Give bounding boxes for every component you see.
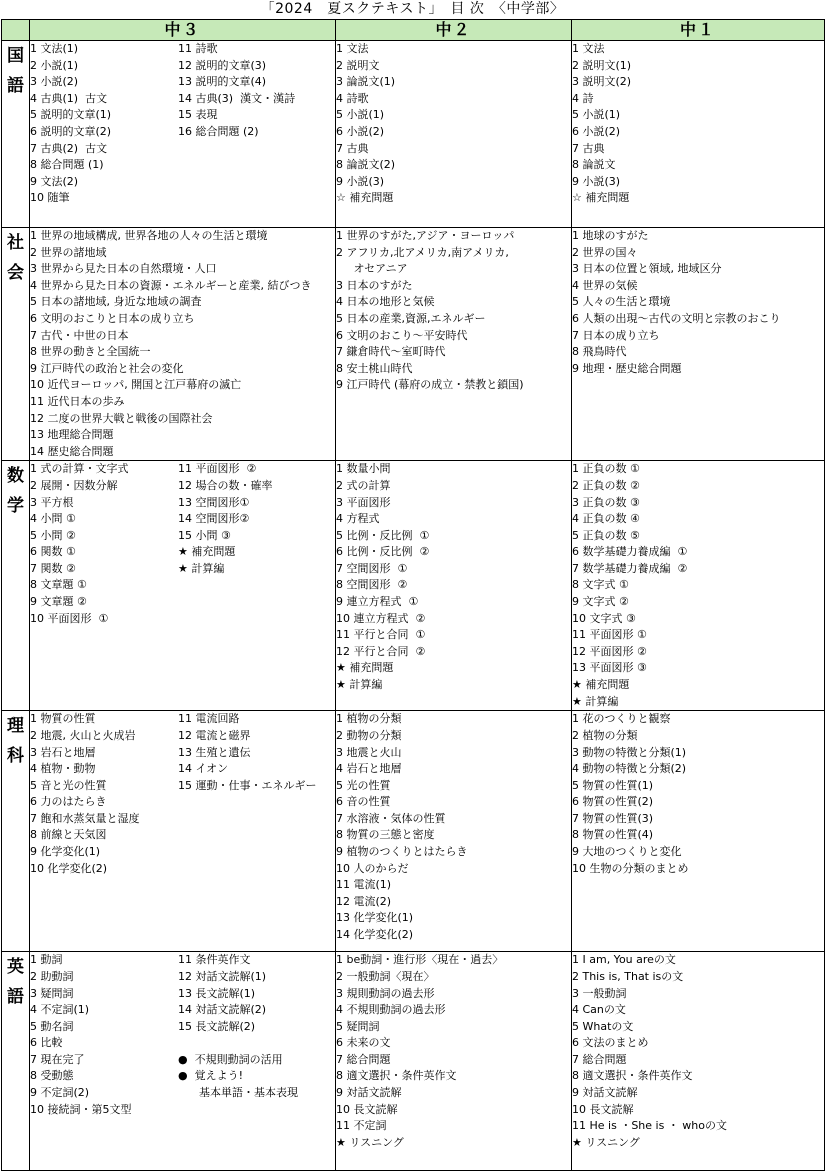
toc-item: 11 He is ・She is ・ whoの文 — [572, 1119, 728, 1133]
toc-item: ☆ 補充問題 — [572, 191, 630, 205]
toc-item: 5 人々の生活と環境 — [572, 295, 671, 309]
toc-item: 12 平行と合同 ② — [336, 644, 426, 658]
toc-item: 2 説明文 — [336, 58, 380, 72]
toc-item: 9 文字式 ② — [572, 595, 629, 609]
toc-item: 13 地理総合問題 — [30, 428, 114, 442]
item-column — [178, 461, 335, 627]
toc-item: 1 数量小問 — [336, 462, 391, 476]
toc-item: 13 生殖と遺伝 — [178, 745, 251, 759]
toc-item: 5 小問 ② — [30, 528, 76, 542]
toc-item: 13 長文読解(1) — [178, 986, 256, 1000]
toc-item: 1 正負の数 ① — [572, 462, 640, 476]
subject-label — [2, 41, 30, 228]
toc-item: 1 式の計算・文字式 — [30, 462, 129, 476]
grade-2-cell — [336, 228, 572, 461]
toc-item: 1 世界の地域構成, 世界各地の人々の生活と環境 — [30, 229, 268, 242]
toc-item: ★ リスニング — [572, 1135, 640, 1149]
toc-item: 1 動詞 — [30, 953, 63, 967]
item-column — [30, 228, 312, 460]
grade-1-cell — [572, 41, 825, 228]
toc-item: 8 文章題 ① — [30, 578, 87, 592]
toc-item: 3 岩石と地層 — [30, 745, 96, 759]
toc-item: 8 空間図形 ② — [336, 578, 408, 592]
toc-item: 14 化学変化(2) — [336, 928, 414, 942]
toc-item: 4 不規則動詞の過去形 — [336, 1003, 446, 1017]
toc-item: 6 説明的文章(2) — [30, 124, 112, 138]
grade-3-cell — [30, 952, 336, 1171]
toc-item: 2 正負の数 ② — [572, 478, 640, 492]
toc-item: 10 近代ヨーロッパ, 開国と江戸幕府の滅亡 — [30, 378, 242, 392]
toc-item: 5 小説(1) — [572, 108, 621, 122]
toc-item: 8 世界の動きと全国統一 — [30, 345, 151, 359]
toc-item: 9 江戸時代の政治と社会の変化 — [30, 361, 184, 375]
subject-char: 科 — [7, 746, 24, 767]
subject-row-eigo — [2, 952, 825, 1171]
toc-item: 13 平面図形 ③ — [572, 661, 647, 675]
toc-item: 11 近代日本の歩み — [30, 394, 125, 408]
toc-item: 7 現在完了 — [30, 1052, 85, 1066]
toc-item: 8 適文選択・条件英作文 — [572, 1069, 693, 1083]
toc-item: 2 展開・因数分解 — [30, 478, 118, 492]
toc-item: 4 不定詞(1) — [30, 1003, 90, 1017]
toc-item: 6 比較 — [30, 1036, 63, 1050]
toc-item: 9 文章題 ② — [30, 595, 87, 609]
toc-item: 2 世界の国々 — [572, 245, 638, 259]
subject-char: 語 — [7, 987, 24, 1008]
toc-item: 6 比例・反比例 ② — [336, 545, 430, 559]
subject-char: 数 — [7, 466, 24, 487]
toc-item: 2 一般動詞〈現在〉 — [336, 969, 435, 983]
toc-item: 14 イオン — [178, 762, 229, 776]
toc-item: 11 平面図形 ② — [178, 462, 257, 476]
toc-item: 4 詩歌 — [336, 91, 369, 105]
toc-item: 5 正負の数 ⑤ — [572, 528, 640, 542]
toc-item: 7 古典(2) 古文 — [30, 141, 108, 155]
toc-item: 7 水溶液・気体の性質 — [336, 811, 446, 825]
toc-item: 14 空間図形② — [178, 512, 250, 526]
toc-item: 4 世界から見た日本の資源・エネルギーと産業, 結びつき — [30, 278, 312, 292]
subject-label — [2, 952, 30, 1171]
toc-item: 5 小説(1) — [336, 108, 385, 122]
toc-item: 9 小説(3) — [572, 174, 621, 188]
subject-row-kokugo — [2, 41, 825, 228]
toc-item: 3 正負の数 ③ — [572, 495, 640, 509]
toc-item: 10 平面図形 ① — [30, 611, 109, 625]
grade-3-cell — [30, 41, 336, 228]
toc-item: 8 受動態 — [30, 1069, 74, 1083]
toc-item: 3 説明文(2) — [572, 75, 632, 89]
grade-1-cell — [572, 228, 825, 461]
toc-item: 7 数学基礎力養成編 ② — [572, 561, 688, 575]
toc-item: 6 力のはたらき — [30, 795, 107, 809]
toc-item: 1​1 不定詞 — [336, 1119, 387, 1133]
toc-item: 3 小説(2) — [30, 75, 79, 89]
toc-item: 6 文明のおこりと日本の成り立ち — [30, 311, 195, 325]
toc-item: 2 式の計算 — [336, 478, 391, 492]
toc-item: 7 古典 — [336, 141, 369, 155]
corner-cell — [2, 20, 30, 41]
toc-item: 7 古代・中世の日本 — [30, 328, 129, 342]
toc-item: 4 方程式 — [336, 512, 380, 526]
grade-3-cell — [30, 228, 336, 461]
toc-item: 1 文法(1) — [30, 42, 79, 55]
toc-item: 1 世界のすがた,アジア・ヨーロッパ — [336, 229, 515, 242]
toc-item: 3 疑問詞 — [30, 986, 74, 1000]
toc-item: 12 場合の数・確率 — [178, 478, 273, 492]
toc-item: 4 動物の特徴と分類(2) — [572, 762, 687, 776]
toc-item: 15 運動・仕事・エネルギー — [178, 778, 317, 792]
toc-item: 9 連立方程式 ① — [336, 595, 419, 609]
subject-row-rika — [2, 711, 825, 952]
toc-item: 4 岩石と地層 — [336, 762, 402, 776]
subject-label — [2, 228, 30, 461]
toc-item: 14 対話文読解(2) — [178, 1003, 267, 1017]
toc-item: 4 正負の数 ④ — [572, 512, 640, 526]
item-column — [178, 952, 335, 1118]
toc-item: 基本単語・基本表現 — [178, 1086, 298, 1100]
toc-item: 4 日本の地形と気候 — [336, 295, 435, 309]
subject-char: 英 — [7, 957, 24, 978]
toc-item: 16 総合問題 (2) — [178, 124, 259, 138]
toc-item: 12 電流と磁界 — [178, 728, 251, 742]
toc-item: 10 生物の分類のまとめ — [572, 861, 689, 875]
toc-item: ● 覚えよう! — [178, 1069, 244, 1083]
item-column — [178, 228, 335, 460]
toc-item: 4 小問 ① — [30, 512, 76, 526]
toc-item: 10 長文読解 — [336, 1102, 398, 1116]
toc-item: ★ 補充問題 — [572, 678, 630, 692]
toc-item: 12 二度の世界大戦と戦後の国際社会 — [30, 411, 213, 425]
toc-item: 3 論説文(1) — [336, 75, 396, 89]
toc-item: オセアニア — [336, 262, 408, 276]
toc-item: 4 世界の気候 — [572, 278, 638, 292]
toc-item: 14 歴史総合問題 — [30, 444, 114, 458]
grade-1-cell — [572, 711, 825, 952]
toc-item: 9 地理・歴史総合問題 — [572, 361, 682, 375]
toc-table — [1, 19, 825, 1171]
toc-item: 13 化学変化(1) — [336, 911, 414, 925]
toc-item: 3 日本のすがた — [336, 278, 413, 292]
toc-item: 10 長文読解 — [572, 1102, 634, 1116]
toc-item: 11 平行と合同 ① — [336, 628, 426, 642]
item-column — [178, 711, 335, 877]
toc-item: 2 This is, That isの文 — [572, 969, 684, 983]
toc-item: ★ 補充問題 — [336, 661, 394, 675]
toc-item: 9 不定詞(2) — [30, 1086, 90, 1100]
toc-item: 5 疑問詞 — [336, 1019, 380, 1033]
toc-item: 6 文明のおこり～平安時代 — [336, 328, 468, 342]
item-column — [30, 41, 178, 207]
toc-item: 6 関数 ① — [30, 545, 76, 559]
toc-item: 6 音の性質 — [336, 795, 391, 809]
toc-item: 15 長文読解(2) — [178, 1019, 256, 1033]
item-column — [178, 41, 335, 207]
toc-item: 7 総合問題 — [336, 1052, 391, 1066]
toc-item: 6 物質の性質(2) — [572, 795, 654, 809]
toc-item: 7 物質の性質(3) — [572, 811, 654, 825]
toc-item: 5 日本の諸地域, 身近な地域の調査 — [30, 295, 202, 309]
toc-item: ★ 計算編 — [572, 694, 619, 708]
toc-item: 7 古典 — [572, 141, 605, 155]
subject-char: 理 — [7, 716, 24, 737]
toc-item: 1 地球のすがた — [572, 229, 649, 242]
toc-item: 4 植物・動物 — [30, 762, 96, 776]
toc-item: 12 電流(2) — [336, 894, 392, 908]
toc-item: 1 I am, You areの文 — [572, 953, 676, 967]
item-column — [30, 461, 178, 627]
toc-item: 4 古典(1) 古文 — [30, 91, 108, 105]
toc-item: 3 一般動詞 — [572, 986, 627, 1000]
toc-item: ● 不規則動詞の活用 — [178, 1052, 283, 1066]
toc-item: 2 助動詞 — [30, 969, 74, 983]
toc-item: 7 総合問題 — [572, 1052, 627, 1066]
toc-item: 1 物質の性質 — [30, 712, 96, 726]
subject-label — [2, 711, 30, 952]
toc-item: 2 植物の分類 — [572, 728, 638, 742]
subject-label — [2, 461, 30, 711]
toc-item: 10 文字式 ③ — [572, 611, 636, 625]
toc-item: 8 安土桃山時代 — [336, 361, 413, 375]
toc-item: 6 小説(2) — [336, 124, 385, 138]
toc-item: 12 平面図形 ② — [572, 644, 647, 658]
toc-item: 2 動物の分類 — [336, 728, 402, 742]
toc-item: 9 化学変化(1) — [30, 845, 101, 859]
toc-item: 12 対話文読解(1) — [178, 969, 267, 983]
subject-char: 会 — [7, 263, 24, 283]
toc-item: 12 説明的文章(3) — [178, 58, 267, 72]
toc-item: 6 小説(2) — [572, 124, 621, 138]
toc-item: 10 接続詞・第5文型 — [30, 1102, 132, 1116]
toc-item: 15 表現 — [178, 108, 218, 122]
grade-2-cell — [336, 461, 572, 711]
toc-item: 5 動名詞 — [30, 1019, 74, 1033]
toc-item: 9 対話文読解 — [336, 1086, 402, 1100]
toc-item: 8 物質の性質(4) — [572, 828, 654, 842]
toc-item: ☆ 補充問題 — [336, 191, 394, 205]
toc-item: 2 アフリカ,北アメリカ,南アメリカ, — [336, 245, 509, 259]
subject-char: 学 — [7, 496, 24, 517]
toc-item: 5 物質の性質(1) — [572, 778, 654, 792]
toc-item: 7 鎌倉時代～室町時代 — [336, 345, 446, 359]
toc-item: ★ 計算編 — [336, 678, 383, 692]
toc-item: 10 随筆 — [30, 191, 70, 205]
toc-item: 8 論説文 — [572, 158, 616, 172]
subject-char: 国 — [7, 46, 24, 66]
toc-item: 11 詩歌 — [178, 42, 218, 55]
toc-item: 4 Canの文 — [572, 1003, 626, 1017]
item-column — [30, 711, 178, 877]
toc-item: 9 江戸時代 (幕府の成立・禁教と鎖国) — [336, 378, 524, 392]
toc-item: 5 比例・反比例 ① — [336, 528, 430, 542]
grade-1-cell — [572, 461, 825, 711]
toc-item: 9 小説(3) — [336, 174, 385, 188]
grade-3-cell — [30, 711, 336, 952]
toc-item: ★ 補充問題 — [178, 545, 236, 559]
toc-item: 8 適文選択・条件英作文 — [336, 1069, 457, 1083]
toc-item: 13 空間図形① — [178, 495, 250, 509]
toc-item: 8 前線と天気図 — [30, 828, 107, 842]
toc-item: 2 小説(1) — [30, 58, 79, 72]
toc-item: 11 電流(1) — [336, 878, 392, 892]
toc-item: 1 植物の分類 — [336, 712, 402, 726]
toc-item: 8 飛鳥時代 — [572, 345, 627, 359]
toc-item: 9 植物のつくりとはたらき — [336, 845, 468, 859]
grade-2-cell — [336, 952, 572, 1171]
toc-item: 3 世界から見た日本の自然環境・人口 — [30, 262, 217, 276]
toc-item: 8 総合問題 (1) — [30, 158, 104, 172]
grade-2-cell — [336, 41, 572, 228]
toc-item: ★ リスニング — [336, 1135, 404, 1149]
toc-item: 2 地震, 火山と火成岩 — [30, 728, 136, 742]
toc-item: 5 音と光の性質 — [30, 778, 107, 792]
toc-item: 11 条件英作文 — [178, 953, 251, 967]
toc-item: 5 光の性質 — [336, 778, 391, 792]
toc-item: 9 文法(2) — [30, 174, 79, 188]
toc-item: 7 日本の成り立ち — [572, 328, 660, 342]
toc-item: ★ 計算編 — [178, 561, 225, 575]
toc-item: 10 人のからだ — [336, 861, 409, 875]
item-column — [30, 952, 178, 1118]
toc-item: 6 未来の文 — [336, 1036, 391, 1050]
toc-item: 8 文字式 ① — [572, 578, 629, 592]
subject-char: 社 — [7, 233, 24, 253]
toc-item: 8 物質の三態と密度 — [336, 828, 435, 842]
toc-item: 1 文法 — [336, 42, 369, 55]
toc-item: 11 電流回路 — [178, 712, 240, 726]
header-grade-3: 中３ — [30, 20, 336, 41]
toc-item: 5 Whatの文 — [572, 1019, 634, 1033]
toc-item: 6 文法のまとめ — [572, 1036, 649, 1050]
toc-item: 3 地震と火山 — [336, 745, 402, 759]
toc-item: 13 説明的文章(4) — [178, 75, 267, 89]
toc-item: 2 説明文(1) — [572, 58, 632, 72]
toc-item: 7 関数 ② — [30, 561, 76, 575]
toc-item: 9 対話文読解 — [572, 1086, 638, 1100]
toc-item: 8 論説文(2) — [336, 158, 396, 172]
toc-item: 3 規則動詞の過去形 — [336, 986, 435, 1000]
grade-1-cell — [572, 952, 825, 1171]
toc-item: 11 平面図形 ① — [572, 628, 647, 642]
subject-row-sugaku — [2, 461, 825, 711]
toc-item: 5 説明的文章(1) — [30, 108, 112, 122]
header-grade-1: 中１ — [572, 20, 825, 41]
toc-item: 3 動物の特徴と分類(1) — [572, 745, 687, 759]
toc-item: 10 連立方程式 ② — [336, 611, 426, 625]
toc-item: 3 平方根 — [30, 495, 74, 509]
header-grade-2: 中２ — [336, 20, 572, 41]
toc-item: 14 古典(3) 漢文・漢詩 — [178, 91, 296, 105]
toc-item: 4 詩 — [572, 91, 594, 105]
page-title: 「2024 夏スクテキスト」 目 次 〈中学部〉 — [260, 1, 565, 17]
toc-item: 5 日本の産業,資源,エネルギー — [336, 311, 486, 325]
toc-item — [178, 1035, 335, 1052]
toc-item: 15 小問 ③ — [178, 528, 231, 542]
grade-3-cell — [30, 461, 336, 711]
subject-row-shakai — [2, 228, 825, 461]
toc-item: 3 日本の位置と領域, 地域区分 — [572, 262, 722, 276]
toc-item: 7 飽和水蒸気量と湿度 — [30, 811, 140, 825]
toc-item: 10 化学変化(2) — [30, 861, 108, 875]
toc-item: 6 人類の出現～古代の文明と宗教のおこり — [572, 311, 781, 325]
toc-item: 7 空間図形 ① — [336, 561, 408, 575]
toc-item: 2 世界の諸地域 — [30, 245, 107, 259]
grade-2-cell — [336, 711, 572, 952]
toc-item: 9 大地のつくりと変化 — [572, 845, 682, 859]
toc-item: 1 花のつくりと観察 — [572, 712, 671, 726]
toc-item: 1 文法 — [572, 42, 605, 55]
toc-item: 3 平面図形 — [336, 495, 391, 509]
subject-char: 語 — [7, 76, 24, 96]
toc-item: 1 be動詞・進行形〈現在・過去〉 — [336, 953, 504, 967]
toc-item: 6 数学基礎力養成編 ① — [572, 545, 688, 559]
